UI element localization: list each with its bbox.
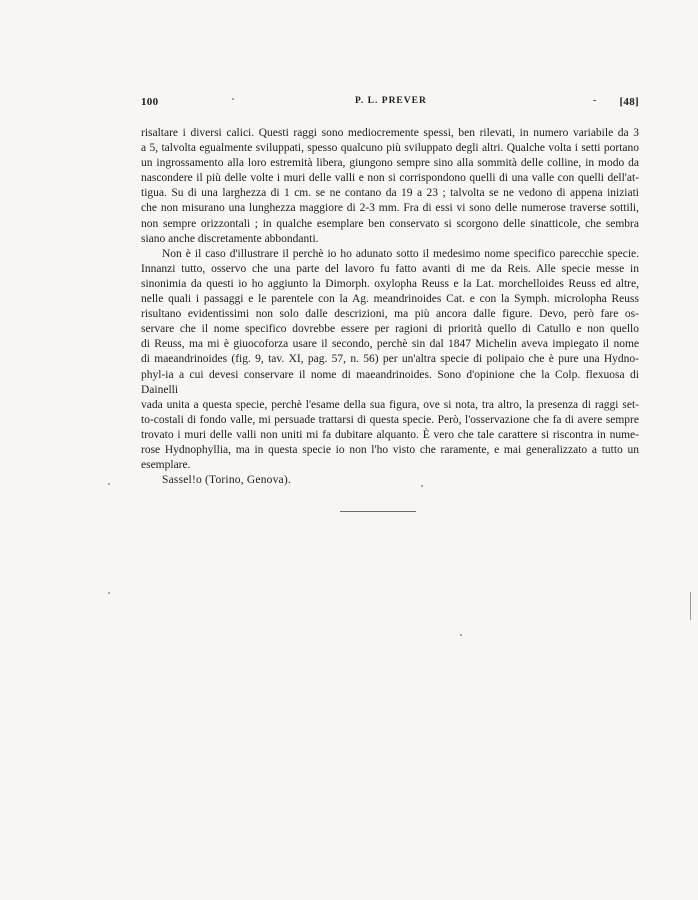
text-line: to-costali di fondo valle, mi persuade trattarsi di questa specie. Però, l'osservazione che fa di avere sempre: [141, 413, 639, 426]
text-line: trovato i muri delle valli non uniti mi fa dubitare alquanto. È vero che tale carattere si riscontra in nume-: [141, 428, 639, 441]
text-line: siano anche discretamente abbondanti.: [141, 232, 319, 245]
text-line: di Reuss, ma mi è giuocoforza usare il secondo, perchè sin dal 1847 Michelin aveva impiegato il nome: [141, 338, 639, 351]
scan-speck: [108, 483, 110, 485]
text-line: sinonimia da questi io ho aggiunto la Dimorph. oxylopha Reuss e la Lat. morchelloides Reuss ed altre,: [141, 277, 639, 290]
scan-edge-mark: [690, 592, 691, 620]
text-line: phyl-ia a cui devesi conservare il nome di maeandrinoides. Sono d'opinione che la Colp. flexuosa di Dainelli: [141, 368, 639, 396]
text-line: tigua. Su di una larghezza di 1 cm. se ne contano da 19 a 23 ; talvolta se ne vedono di appena iniziati: [141, 187, 639, 200]
body-text: [141, 126, 639, 488]
scan-speck: [232, 98, 234, 100]
section-rule: [340, 511, 416, 512]
scan-speck: [108, 592, 110, 594]
text-line: servare che il nome specifico dovrebbe essere per ragioni di priorità quello di Catullo e non quello: [141, 323, 639, 336]
running-head-author: P. L. PREVER: [355, 96, 427, 106]
header-dash: -: [593, 95, 597, 106]
text-line: risultano evidentissimi non solo dalle descrizioni, ma più ancora dalle figure. Devo, però fare os-: [141, 308, 639, 321]
text-line: a 5, talvolta egualmente sviluppati, spesso qualcuno più sviluppato degli altri. Qualche volta i setti portano: [141, 142, 639, 155]
text-line: non sempre orizzontali ; in qualche esemplare ben conservato si scorgono delle sinatticole, che sembra: [141, 217, 639, 230]
text-line: risaltare i diversi calici. Questi raggi sono mediocremente spessi, ben rilevati, in numero variabile da 3: [141, 127, 639, 139]
running-header: [141, 96, 639, 112]
text-line: Non è il caso d'illustrare il perchè io ho adunato sotto il medesimo nome specifico parecchie specie.: [162, 247, 639, 260]
text-line: Innanzi tutto, osservo che una parte del lavoro fu fatto avanti di me da Reis. Alle specie messe in: [141, 262, 639, 275]
section-number: [48]: [619, 96, 639, 108]
text-line: nascondere il più delle volte i muri delle valli e non si corrispondono quelli di una valle con quelli dell'at-: [141, 172, 639, 185]
text-line: rose Hydnophyllia, ma in questa specie io non l'ho visto che raramente, e mai generalizzato a tutto un: [141, 443, 639, 456]
page-number: 100: [141, 96, 159, 108]
text-line: vada unita a questa specie, perchè l'esame della sua figura, ove si nota, tra altro, la presenza di raggi set-: [141, 398, 639, 411]
locality-line: Sassel!o (Torino, Genova).: [162, 474, 291, 487]
text-line: nelle quali i passaggi e le parentele con la Ag. meandrinoides Cat. e con la Symph. microlopha Reuss: [141, 293, 639, 306]
text-line: che non misurano una lunghezza maggiore di 2-3 mm. Fra di essi vi sono delle numerose traverse sottili,: [141, 202, 639, 215]
text-line: un ingrossamento alla loro estremità libera, giungono sempre sino alla sommità delle colline, in modo da: [141, 157, 639, 170]
scan-speck: [460, 634, 462, 636]
text-line: di maeandrinoides (fig. 9, tav. XI, pag. 57, n. 56) per un'altra specie di polipaio che è pure una Hydno-: [141, 353, 639, 366]
scan-speck: [421, 485, 423, 487]
text-line: esemplare.: [141, 459, 191, 472]
